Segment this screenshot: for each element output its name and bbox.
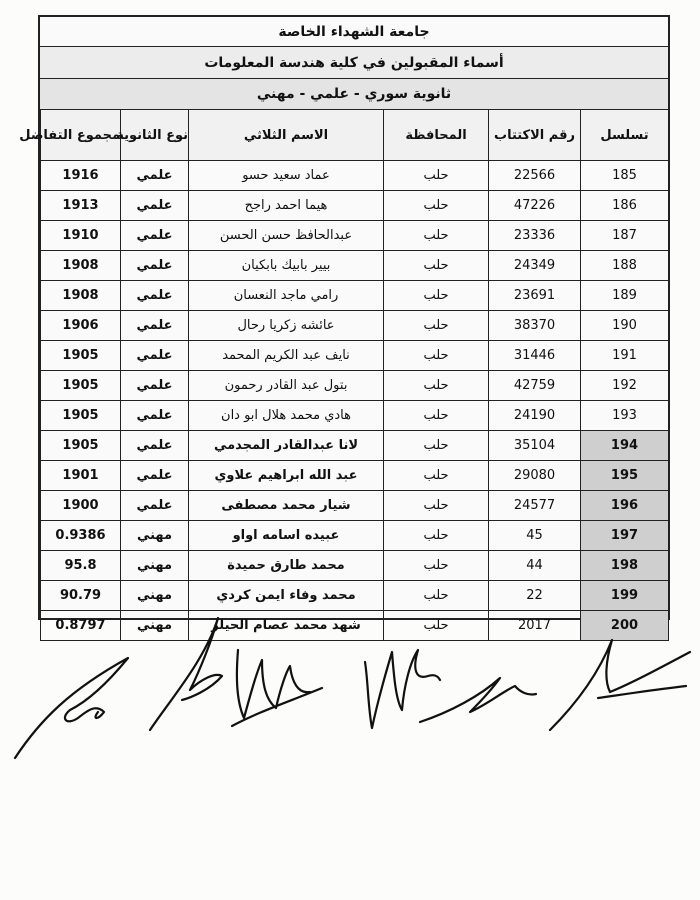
cell-governorate: حلب: [384, 311, 489, 341]
cell-serial: 198: [581, 551, 669, 581]
cell-full-name: بيير بابيك بابكيان: [189, 251, 384, 281]
cell-total-score: 1906: [41, 311, 121, 341]
cell-governorate: حلب: [384, 341, 489, 371]
cell-governorate: حلب: [384, 431, 489, 461]
cell-governorate: حلب: [384, 551, 489, 581]
cell-full-name: عائشه زكريا رحال: [189, 311, 384, 341]
table-row: [41, 491, 669, 521]
col-header-governorate: المحافظة: [384, 110, 489, 161]
cell-full-name: عبد الله ابراهيم علاوي: [189, 461, 384, 491]
cell-governorate: حلب: [384, 581, 489, 611]
cell-subscription-number: 45: [489, 521, 581, 551]
cell-full-name: رامي ماجد النعسان: [189, 281, 384, 311]
cell-school-type: علمي: [121, 191, 189, 221]
admissions-table: [19, 109, 669, 641]
table-row: [41, 371, 669, 401]
cell-full-name: عبيده اسامه اواو: [189, 521, 384, 551]
cell-full-name: لانا عبدالقادر المجدمي: [189, 431, 384, 461]
cell-total-score: 0.9386: [41, 521, 121, 551]
signature-6: [550, 640, 690, 730]
table-header-row: [41, 110, 669, 161]
cell-full-name: هيما احمد راجح: [189, 191, 384, 221]
cell-governorate: حلب: [384, 161, 489, 191]
cell-full-name: محمد طارق حميدة: [189, 551, 384, 581]
cell-governorate: حلب: [384, 221, 489, 251]
signature-5: [420, 678, 536, 722]
cell-full-name: محمد وفاء ايمن كردي: [189, 581, 384, 611]
cell-subscription-number: 22566: [489, 161, 581, 191]
cell-total-score: 1900: [41, 491, 121, 521]
cell-total-score: 90.79: [41, 581, 121, 611]
cell-governorate: حلب: [384, 371, 489, 401]
cell-subscription-number: 22: [489, 581, 581, 611]
cell-total-score: 1916: [41, 161, 121, 191]
cell-subscription-number: 44: [489, 551, 581, 581]
signatures-drawing: [0, 600, 700, 780]
table-body: [41, 161, 669, 641]
cell-subscription-number: 23336: [489, 221, 581, 251]
cell-full-name: شهد محمد عصام الحيلر: [189, 611, 384, 641]
cell-subscription-number: 31446: [489, 341, 581, 371]
table-row: [41, 191, 669, 221]
cell-serial: 196: [581, 491, 669, 521]
cell-school-type: علمي: [121, 371, 189, 401]
cell-total-score: 0.8797: [41, 611, 121, 641]
table-row: [41, 161, 669, 191]
cell-serial: 194: [581, 431, 669, 461]
cell-total-score: 1901: [41, 461, 121, 491]
cell-school-type: مهني: [121, 551, 189, 581]
col-header-total-score: مجموع التفاضل: [41, 110, 121, 161]
cell-governorate: حلب: [384, 401, 489, 431]
cell-governorate: حلب: [384, 491, 489, 521]
table-row: [41, 281, 669, 311]
table-row: [41, 401, 669, 431]
cell-school-type: علمي: [121, 281, 189, 311]
cell-full-name: بتول عبد القادر رحمون: [189, 371, 384, 401]
cell-full-name: عبدالحافظ حسن الحسن: [189, 221, 384, 251]
cell-full-name: نايف عبد الكريم المحمد: [189, 341, 384, 371]
cell-subscription-number: 23691: [489, 281, 581, 311]
cell-serial: 192: [581, 371, 669, 401]
table-row: [41, 221, 669, 251]
cell-total-score: 1910: [41, 221, 121, 251]
cell-governorate: حلب: [384, 611, 489, 641]
cell-serial: 193: [581, 401, 669, 431]
cell-school-type: علمي: [121, 221, 189, 251]
cell-serial: 200: [581, 611, 669, 641]
cell-subscription-number: 24349: [489, 251, 581, 281]
cell-total-score: 1905: [41, 341, 121, 371]
cell-subscription-number: 29080: [489, 461, 581, 491]
cell-subscription-number: 38370: [489, 311, 581, 341]
cell-serial: 189: [581, 281, 669, 311]
table-row: [41, 251, 669, 281]
signature-3: [232, 650, 322, 726]
university-title: جامعة الشهداء الخاصة: [40, 17, 668, 47]
cell-school-type: علمي: [121, 341, 189, 371]
cell-school-type: علمي: [121, 311, 189, 341]
cell-school-type: علمي: [121, 401, 189, 431]
cell-serial: 186: [581, 191, 669, 221]
category-title: ثانوية سوري - علمي - مهني: [40, 79, 668, 110]
cell-total-score: 1908: [41, 251, 121, 281]
signature-1: [15, 658, 128, 758]
cell-total-score: 1908: [41, 281, 121, 311]
table-row: [41, 341, 669, 371]
cell-serial: 190: [581, 311, 669, 341]
cell-subscription-number: 35104: [489, 431, 581, 461]
cell-school-type: مهني: [121, 611, 189, 641]
cell-governorate: حلب: [384, 521, 489, 551]
cell-governorate: حلب: [384, 281, 489, 311]
cell-total-score: 1905: [41, 401, 121, 431]
cell-governorate: حلب: [384, 461, 489, 491]
cell-school-type: علمي: [121, 431, 189, 461]
cell-subscription-number: 24190: [489, 401, 581, 431]
cell-school-type: مهني: [121, 521, 189, 551]
cell-total-score: 1913: [41, 191, 121, 221]
cell-serial: 195: [581, 461, 669, 491]
cell-serial: 187: [581, 221, 669, 251]
signature-4: [365, 650, 440, 728]
cell-school-type: مهني: [121, 581, 189, 611]
cell-total-score: 1905: [41, 431, 121, 461]
table-row: [41, 551, 669, 581]
admission-list-sheet: [19, 15, 670, 633]
cell-governorate: حلب: [384, 191, 489, 221]
cell-governorate: حلب: [384, 251, 489, 281]
cell-subscription-number: 42759: [489, 371, 581, 401]
cell-full-name: شيار محمد مصطفى: [189, 491, 384, 521]
cell-full-name: عماد سعيد حسو: [189, 161, 384, 191]
cell-total-score: 1905: [41, 371, 121, 401]
table-row: [41, 521, 669, 551]
col-header-subscription-number: رقم الاكتتاب: [489, 110, 581, 161]
cell-school-type: علمي: [121, 461, 189, 491]
table-row: [41, 311, 669, 341]
col-header-full-name: الاسم الثلاثي: [189, 110, 384, 161]
cell-full-name: هادي محمد هلال ابو دان: [189, 401, 384, 431]
cell-serial: 185: [581, 161, 669, 191]
signatures-area: [0, 600, 700, 780]
cell-serial: 199: [581, 581, 669, 611]
signature-2: [150, 618, 222, 730]
col-header-school-type: نوع الثانوية: [121, 110, 189, 161]
cell-subscription-number: 47226: [489, 191, 581, 221]
list-subtitle: أسماء المقبولين في كلية هندسة المعلومات: [40, 47, 668, 79]
cell-serial: 191: [581, 341, 669, 371]
cell-serial: 188: [581, 251, 669, 281]
cell-total-score: 95.8: [41, 551, 121, 581]
table-row: [41, 431, 669, 461]
cell-subscription-number: 2017: [489, 611, 581, 641]
cell-school-type: علمي: [121, 491, 189, 521]
cell-school-type: علمي: [121, 251, 189, 281]
table-row: [41, 461, 669, 491]
cell-school-type: علمي: [121, 161, 189, 191]
cell-subscription-number: 24577: [489, 491, 581, 521]
col-header-serial: تسلسل: [581, 110, 669, 161]
cell-serial: 197: [581, 521, 669, 551]
